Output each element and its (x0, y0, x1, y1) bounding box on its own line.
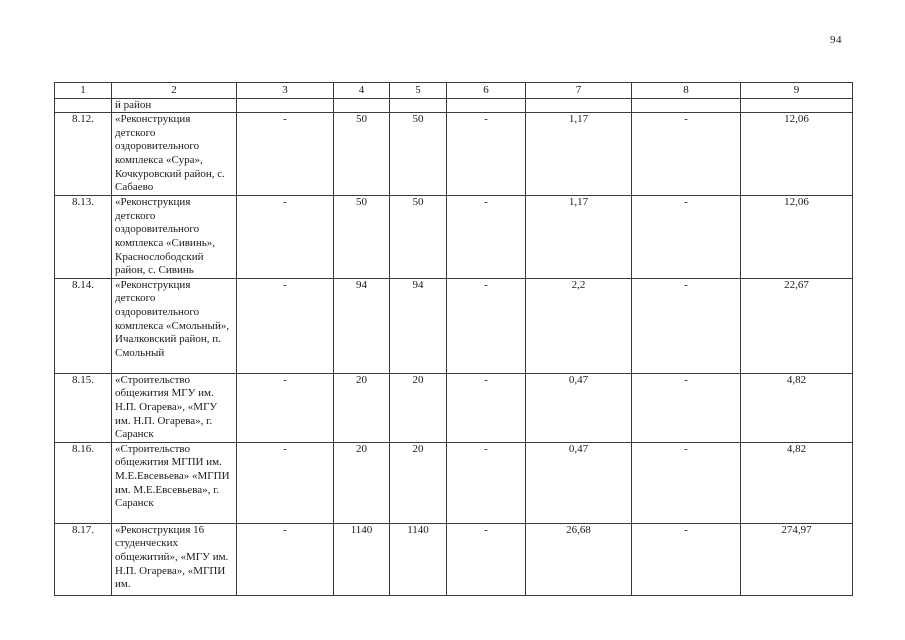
continuation-row (55, 98, 853, 113)
header-cell-6: 6 (447, 83, 526, 99)
project-name: «Строительство общежития МГУ им. Н.П. Огарева», «МГУ им. Н.П. Огарева», г. Саранск (112, 373, 237, 442)
project-name: «Реконструкция 16 студенческих общежитий», «МГУ им. Н.П. Огарева», «МГПИ им. (112, 523, 237, 595)
col-5-value: 94 (390, 278, 447, 373)
col-6-value: - (447, 113, 526, 196)
table-row (55, 278, 853, 373)
header-cell-4: 4 (334, 83, 390, 99)
project-name: «Реконструкция детского оздоровительного комплекса «Сивинь», Краснослободский район, с. Сивинь (112, 196, 237, 279)
table-row (55, 113, 853, 196)
row-number: 8.13. (55, 196, 112, 279)
col-9-value: 4,82 (741, 442, 853, 523)
col-9-value: 4,82 (741, 373, 853, 442)
col-3-value: - (237, 113, 334, 196)
header-cell-3: 3 (237, 83, 334, 99)
continuation-text: й район (112, 98, 237, 113)
table-row (55, 523, 853, 595)
col-5-value: 50 (390, 113, 447, 196)
row-number: 8.16. (55, 442, 112, 523)
col-9-value: 12,06 (741, 113, 853, 196)
header-cell-8: 8 (632, 83, 741, 99)
col-8-value: - (632, 523, 741, 595)
project-name: «Строительство общежития МГПИ им. М.Е.Евсевьева» «МГПИ им. М.Е.Евсевьева», г. Саранск (112, 442, 237, 523)
col-7-value: 0,47 (526, 442, 632, 523)
data-table (54, 82, 853, 596)
col-7-value: 1,17 (526, 113, 632, 196)
table-cell (526, 98, 632, 113)
col-5-value: 20 (390, 373, 447, 442)
header-cell-2: 2 (112, 83, 237, 99)
col-6-value: - (447, 442, 526, 523)
col-3-value: - (237, 373, 334, 442)
col-3-value: - (237, 442, 334, 523)
row-number: 8.12. (55, 113, 112, 196)
table-cell (55, 98, 112, 113)
col-7-value: 0,47 (526, 373, 632, 442)
col-4-value: 1140 (334, 523, 390, 595)
table-row (55, 196, 853, 279)
table-cell (390, 98, 447, 113)
col-3-value: - (237, 196, 334, 279)
col-6-value: - (447, 523, 526, 595)
table-cell (741, 98, 853, 113)
col-5-value: 50 (390, 196, 447, 279)
row-number: 8.15. (55, 373, 112, 442)
col-7-value: 1,17 (526, 196, 632, 279)
table-cell (334, 98, 390, 113)
table-cell (632, 98, 741, 113)
table-row (55, 373, 853, 442)
col-5-value: 1140 (390, 523, 447, 595)
header-cell-9: 9 (741, 83, 853, 99)
col-3-value: - (237, 278, 334, 373)
header-cell-1: 1 (55, 83, 112, 99)
col-6-value: - (447, 278, 526, 373)
col-8-value: - (632, 442, 741, 523)
col-8-value: - (632, 113, 741, 196)
col-9-value: 274,97 (741, 523, 853, 595)
header-row (55, 83, 853, 99)
page-number: 94 (830, 34, 842, 46)
table-cell (447, 98, 526, 113)
col-9-value: 12,06 (741, 196, 853, 279)
header-cell-7: 7 (526, 83, 632, 99)
table-row (55, 442, 853, 523)
row-number: 8.17. (55, 523, 112, 595)
col-3-value: - (237, 523, 334, 595)
col-6-value: - (447, 196, 526, 279)
col-5-value: 20 (390, 442, 447, 523)
col-8-value: - (632, 196, 741, 279)
col-6-value: - (447, 373, 526, 442)
project-name: «Реконструкция детского оздоровительного комплекса «Сура», Кочкуровский район, с. Сабаево (112, 113, 237, 196)
col-8-value: - (632, 373, 741, 442)
header-cell-5: 5 (390, 83, 447, 99)
table-cell (237, 98, 334, 113)
row-number: 8.14. (55, 278, 112, 373)
col-4-value: 94 (334, 278, 390, 373)
col-4-value: 50 (334, 196, 390, 279)
project-name: «Реконструкция детского оздоровительного комплекса «Смольный», Ичалковский район, п. Смольный (112, 278, 237, 373)
col-9-value: 22,67 (741, 278, 853, 373)
col-7-value: 2,2 (526, 278, 632, 373)
col-4-value: 20 (334, 442, 390, 523)
col-4-value: 20 (334, 373, 390, 442)
col-8-value: - (632, 278, 741, 373)
col-4-value: 50 (334, 113, 390, 196)
col-7-value: 26,68 (526, 523, 632, 595)
